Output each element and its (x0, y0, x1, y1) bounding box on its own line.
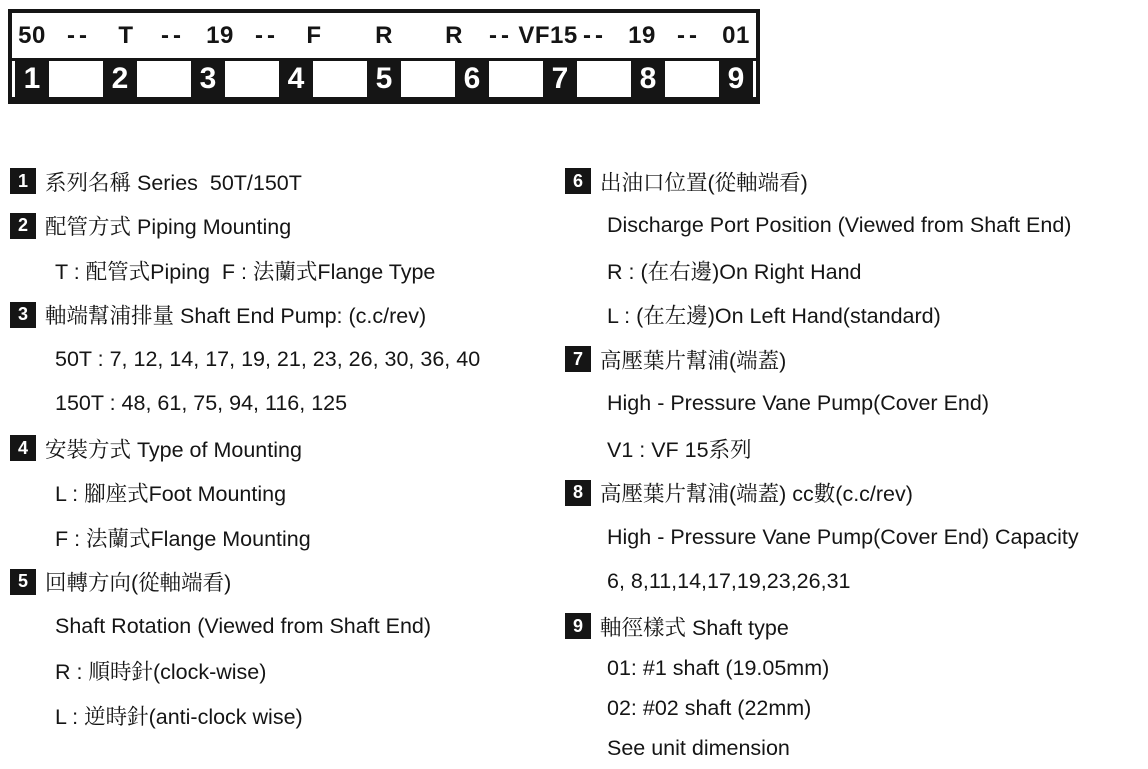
section-line: L : (在左邊)On Left Hand(standard) (607, 304, 941, 329)
code-token-slot (297, 22, 331, 50)
section-title-row (565, 471, 1145, 516)
segment-window (577, 61, 631, 97)
segment-number-cell: 5 (367, 58, 401, 100)
code-token: R (445, 21, 463, 49)
section-line: See unit dimension (607, 736, 790, 760)
section-line: V1 : VF 15系列 (607, 437, 752, 462)
section-line-row (10, 248, 558, 293)
section-line: Discharge Port Position (Viewed from Shaft End) (607, 213, 1072, 238)
section-title-row (10, 204, 558, 249)
segment-window (225, 61, 279, 97)
section-line-row (10, 693, 558, 738)
segment-number-cell: 8 (631, 58, 665, 100)
section-line: 01: #1 shaft (19.05mm) (607, 656, 830, 680)
code-token-slot (15, 22, 49, 50)
code-token: VF15 (518, 21, 578, 49)
section-line-row (565, 649, 1145, 689)
code-token: F (306, 21, 322, 49)
section-line: 150T : 48, 61, 75, 94, 116, 125 (55, 391, 348, 416)
code-token-slot (518, 21, 578, 50)
code-token-slot (109, 22, 143, 50)
section-title-row (10, 426, 558, 471)
code-token: 50 (18, 21, 46, 49)
section-line-row (565, 293, 1145, 338)
section-line-row (10, 604, 558, 649)
segment-number-cell: 7 (543, 58, 577, 100)
section-title: 系列名稱 Series 50T/150T (45, 170, 302, 195)
code-dash: -- (67, 21, 91, 49)
code-dash-slot (237, 22, 297, 50)
segment-number-cell: 9 (719, 58, 753, 100)
code-token-slot (625, 22, 659, 50)
section-title-row (10, 293, 558, 338)
section-title-row (565, 159, 1145, 204)
section-line-row (565, 515, 1145, 560)
section-title-row (565, 337, 1145, 382)
section-line: 6, 8,11,14,17,19,23,26,31 (607, 569, 851, 594)
section-title-row (10, 560, 558, 605)
code-dash-slot (659, 22, 719, 50)
section-title: 出油口位置(從軸端看) (600, 170, 808, 195)
section-line-row (565, 729, 1145, 769)
code-dash: -- (583, 21, 608, 49)
section-line-row (10, 649, 558, 694)
section-line: F : 法蘭式Flange Mounting (55, 526, 311, 551)
segment-number-cell: 6 (455, 58, 489, 100)
code-token-slot (367, 22, 401, 50)
code-token-slot (719, 22, 753, 50)
section-title: 高壓葉片幫浦(端蓋) (600, 348, 787, 373)
section-line: High - Pressure Vane Pump(Cover End) Capacity (607, 524, 1079, 549)
section-line-row (565, 689, 1145, 729)
section-line-row (10, 515, 558, 560)
section-title-row (10, 159, 558, 204)
strip-edge (753, 61, 756, 97)
code-dash-slot (49, 22, 109, 50)
segment-window (665, 61, 719, 97)
segment-number-cell: 1 (15, 58, 49, 100)
code-token: 19 (206, 21, 234, 49)
section-line-row (565, 426, 1145, 471)
section-line-row (565, 248, 1145, 293)
section-marker: 5 (10, 569, 36, 595)
code-token: R (375, 21, 393, 49)
section-line: T : 配管式Piping F : 法蘭式Flange Type (55, 259, 436, 284)
section-marker: 3 (10, 302, 36, 328)
section-line-row (10, 471, 558, 516)
section-title: 安裝方式 Type of Mounting (45, 437, 302, 462)
code-token-slot (203, 22, 237, 50)
section-marker: 8 (565, 480, 591, 506)
section-marker: 7 (565, 346, 591, 372)
code-token: 01 (722, 21, 750, 49)
section-line: L : 逆時針(anti-clock wise) (55, 704, 303, 729)
section-title: 軸端幫浦排量 Shaft End Pump: (c.c/rev) (45, 304, 427, 329)
section-line-row (565, 560, 1145, 605)
code-dash: -- (161, 21, 185, 49)
code-token: T (118, 21, 134, 49)
section-line-row (565, 204, 1145, 249)
legend-column-left (10, 159, 558, 738)
segment-number-cell: 2 (103, 58, 137, 100)
section-line: Shaft Rotation (Viewed from Shaft End) (55, 613, 432, 638)
section-line-row (10, 382, 558, 427)
code-dash-slot (143, 22, 203, 50)
model-code-row (12, 13, 756, 58)
segment-number-strip (12, 58, 756, 100)
segment-window (137, 61, 191, 97)
section-title-row (565, 604, 1145, 649)
model-code-box (8, 9, 760, 104)
section-title: 回轉方向(從軸端看) (45, 571, 232, 596)
section-marker: 2 (10, 213, 36, 239)
section-marker: 6 (565, 168, 591, 194)
section-title: 配管方式 Piping Mounting (45, 215, 292, 240)
section-line: 50T : 7, 12, 14, 17, 19, 21, 23, 26, 30, 36, 40 (55, 346, 481, 371)
code-token-slot (437, 22, 471, 50)
section-line-row (10, 337, 558, 382)
section-line: L : 腳座式Foot Mounting (55, 482, 287, 507)
segment-number-cell: 3 (191, 58, 225, 100)
legend-column-right (565, 159, 1145, 769)
section-title: 高壓葉片幫浦(端蓋) cc數(c.c/rev) (600, 482, 913, 507)
code-dash: -- (255, 21, 279, 49)
section-line-row (565, 382, 1145, 427)
code-dash: -- (489, 21, 514, 49)
section-line: High - Pressure Vane Pump(Cover End) (607, 391, 989, 416)
code-token: 19 (628, 21, 656, 49)
segment-window (49, 61, 103, 97)
section-title: 軸徑樣式 Shaft type (600, 615, 789, 640)
section-line: 02: #02 shaft (22mm) (607, 696, 812, 720)
code-dash-slot (565, 22, 625, 50)
section-marker: 1 (10, 168, 36, 194)
code-dash: -- (677, 21, 702, 49)
segment-window (489, 61, 543, 97)
section-line: R : (在右邊)On Right Hand (607, 259, 862, 284)
segment-window (401, 61, 455, 97)
segment-number-cell: 4 (279, 58, 313, 100)
section-line: R : 順時針(clock-wise) (55, 660, 267, 685)
segment-window (313, 61, 367, 97)
section-marker: 9 (565, 613, 591, 639)
section-marker: 4 (10, 435, 36, 461)
